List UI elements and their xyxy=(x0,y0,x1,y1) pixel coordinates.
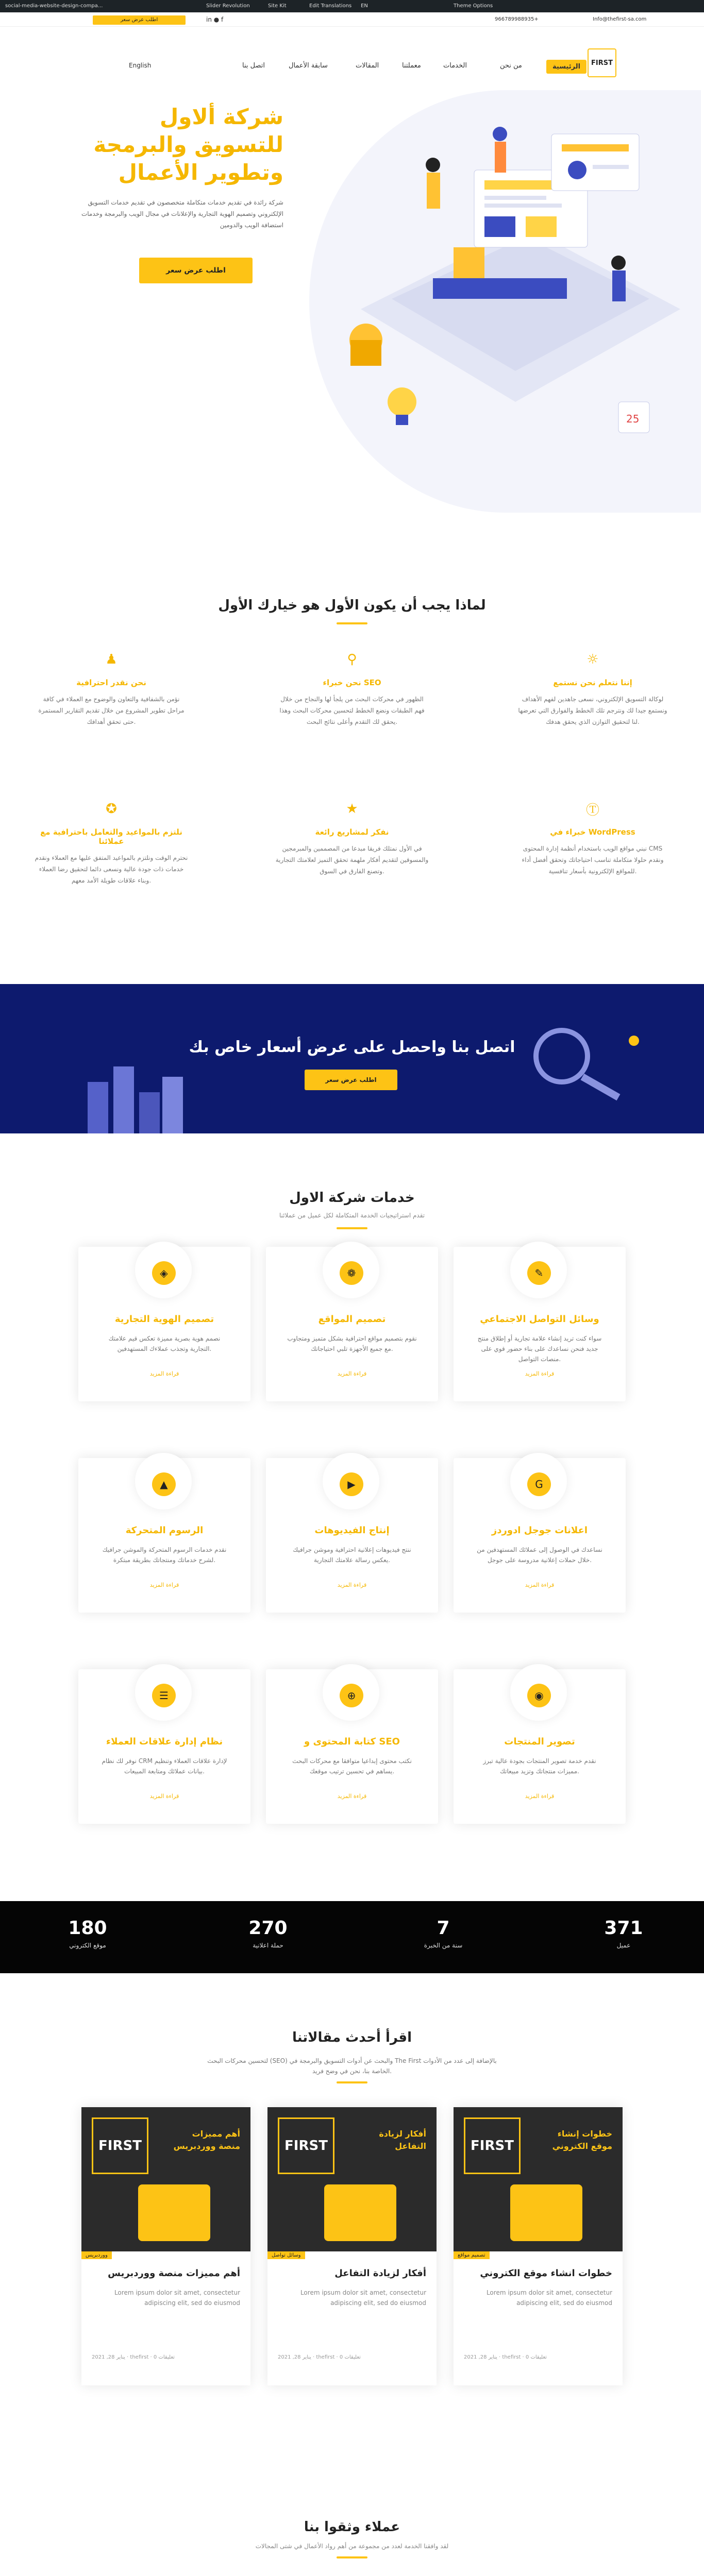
svg-text:25: 25 xyxy=(626,413,640,425)
feature-desc: نحترم الوقت ونلتزم بالمواعيد المتفق عليها مع العملاء ونقدم خدمات ذات جودة عالية ونسعى دائما لتحقيق رضا العملاء وبناء علاقات طويلة الأمد معهم. xyxy=(35,854,188,884)
top-bar xyxy=(0,12,704,27)
hero-title-2: للتسويق والبرمجة xyxy=(93,132,283,157)
service-card-google[interactable] xyxy=(454,1458,626,1613)
feature-desc: نبني مواقع الويب باستخدام أنظمة إدارة المحتوى CMS ونقدم حلولا متكاملة تناسب احتياجاتك وتحقق أفضل أداء للمواقع الإلكترونية بأسعار تنافسية. xyxy=(522,845,664,875)
nav-portfolio[interactable]: سابقة الأعمال xyxy=(289,62,328,70)
blog-post-3[interactable] xyxy=(81,2107,250,2385)
post-excerpt: Lorem ipsum dolor sit amet, consectetur adipiscing elit, sed do eiusmod xyxy=(300,2289,426,2307)
post-meta: 2021 ,28 يناير · thefirst · 0 تعليقات xyxy=(278,2354,361,2360)
service-card-video[interactable] xyxy=(266,1458,438,1613)
topbar-email[interactable]: Info@thefirst-sa.com xyxy=(593,16,647,22)
read-more-link[interactable]: قراءة المزيد xyxy=(525,1582,555,1588)
topbar-phone[interactable]: 966789988935+ xyxy=(495,16,539,22)
stat-label: سنة من الخبرة xyxy=(424,1942,463,1949)
hero-title-3: وتطوير الأعمال xyxy=(118,160,283,185)
feature-deadlines xyxy=(34,799,189,886)
service-card-content[interactable] xyxy=(266,1669,438,1824)
stat-label: عميل xyxy=(616,1942,631,1949)
post-comments[interactable]: 0 تعليقات xyxy=(339,2354,361,2360)
ear-icon: ☼ xyxy=(586,652,599,667)
stat-campaigns xyxy=(216,1918,320,1949)
band-quote-button[interactable]: اطلب عرض سعر xyxy=(305,1070,397,1090)
search-plus-icon: ⊕ xyxy=(340,1684,363,1707)
read-more-link[interactable]: قراءة المزيد xyxy=(149,1793,179,1800)
admin-site-kit[interactable]: Site Kit xyxy=(268,3,287,9)
read-more-link[interactable]: قراءة المزيد xyxy=(149,1370,179,1377)
read-more-link[interactable]: قراءة المزيد xyxy=(337,1793,367,1800)
admin-lang[interactable]: EN xyxy=(361,3,368,9)
nav-work[interactable]: معملتنا xyxy=(402,62,421,70)
post-title[interactable]: أفكار لزيادة التفاعل xyxy=(334,2268,426,2279)
service-desc: نوفر لك نظام CRM لإدارة علاقات العملاء وتنظيم بيانات عملائك ومتابعة المبيعات. xyxy=(102,1757,227,1775)
hero-illustration xyxy=(330,93,691,495)
camera-icon: ◉ xyxy=(527,1684,551,1707)
feature-listen xyxy=(515,649,670,727)
service-title: الرسوم المتحركة xyxy=(125,1525,204,1536)
admin-theme-options[interactable]: Theme Options xyxy=(454,3,493,9)
stat-number: 7 xyxy=(437,1918,450,1939)
service-desc: نكتب محتوى إبداعيا متوافقا مع محركات البحث يساهم في تحسين ترتيب موقعك. xyxy=(292,1757,412,1775)
post-title[interactable]: خطوات انشاء موقع الكتروني xyxy=(480,2268,612,2279)
thumbs-up-icon: ✎ xyxy=(527,1261,551,1285)
group-icon: ♟ xyxy=(105,652,118,667)
post-comments[interactable]: 0 تعليقات xyxy=(153,2354,175,2360)
band-title: اتصل بنا واحصل على عرض أسعار خاص بك xyxy=(189,1038,515,1056)
feature-professional xyxy=(34,649,189,727)
post-image[interactable]: FIRST أفكار لزيادة التفاعل xyxy=(267,2107,437,2251)
post-date: 2021 ,28 يناير xyxy=(278,2354,311,2360)
service-card-animation[interactable] xyxy=(78,1458,250,1613)
nav-contact[interactable]: اتصل بنا xyxy=(242,62,265,70)
feature-title: نحن خبراء SEO xyxy=(323,678,381,687)
post-image-text: أفكار لزيادة التفاعل xyxy=(379,2129,426,2151)
post-tag[interactable]: تصميم مواقع xyxy=(454,2251,490,2259)
service-card-crm[interactable] xyxy=(78,1669,250,1824)
services-subtitle: تقدم استراتيجيات الخدمة المتكاملة لكل عميل من عملائنا xyxy=(279,1212,425,1219)
blog-subtitle: لتحسين محركات البحث (SEO) والبحث عن أدوات التسويق والبرمجة في The First بالإضافة إلى عدد من الأدوات الخاصة بنا، نحن في وضح فريد. xyxy=(207,2057,497,2075)
post-image-text: خطوات إنشاء موقع الكتروني xyxy=(552,2129,612,2151)
post-image-text: أهم مميزات منصة ووردبريس xyxy=(173,2129,240,2151)
service-desc: سواء كنت تريد إنشاء علامة تجارية أو إطلاق منتج جديد فنحن نساعدك على بناء حضور قوي على منصات التواصل. xyxy=(477,1335,602,1363)
feature-title: نحن نقدر احترافية xyxy=(76,678,146,687)
service-card-photo[interactable] xyxy=(454,1669,626,1824)
feature-desc: الظهور في محركات البحث من يلجأ لها والنجاح من خلال فهم الطبقات ونضع الخطط لتحسين محركات البحث وهذا يحقق لك التقدم وأعلى نتائج البحث. xyxy=(279,696,425,725)
nav-articles[interactable]: المقالات xyxy=(356,62,379,70)
blog-post-1[interactable] xyxy=(454,2107,623,2385)
services-title: خدمات شركة الاول xyxy=(289,1190,415,1206)
search-icon: ⚲ xyxy=(347,652,357,667)
read-more-link[interactable]: قراءة المزيد xyxy=(525,1370,555,1377)
feature-desc: في الأول نمتلك فريقا مبدعا من المصممين والمبرمجين والمسوقين لتقديم أفكار ملهمة تحقق التميز لعلامتك التجارية وتصنع الفارق في السوق. xyxy=(275,845,429,875)
clients-underline xyxy=(337,2556,367,2558)
post-author[interactable]: thefirst xyxy=(130,2354,149,2360)
service-desc: ننتج فيديوهات إعلانية احترافية وموشن جرافيك يعكس رسالة علامتك التجارية. xyxy=(293,1546,411,1564)
list-icon: ☰ xyxy=(152,1684,176,1707)
service-title: تصوير المنتجات xyxy=(504,1736,575,1747)
blog-underline xyxy=(337,2081,367,2083)
post-date: 2021 ,28 يناير xyxy=(464,2354,497,2360)
service-desc: نصمم هوية بصرية مميزة تعكس قيم علامتك التجارية وتجذب عملاءك المستهدفين. xyxy=(108,1335,221,1352)
post-excerpt: Lorem ipsum dolor sit amet, consectetur adipiscing elit, sed do eiusmod xyxy=(486,2289,612,2307)
lang-switch[interactable]: English xyxy=(129,62,152,69)
post-date: 2021 ,28 يناير xyxy=(92,2354,125,2360)
post-tag[interactable]: ووردبريس xyxy=(81,2251,112,2259)
service-desc: نقدم خدمة تصوير المنتجات بجودة عالية تبرز مميزات منتجاتك وتزيد مبيعاتك. xyxy=(483,1757,596,1775)
feature-desc: نؤمن بالشفافية والتعاون والوضوح مع العملاء في كافة مراحل تطوير المشروع من خلال تقديم التقارير المستمرة حتى تحقق أهدافك. xyxy=(38,696,185,725)
admin-slider-revolution[interactable]: Slider Revolution xyxy=(206,3,250,9)
stat-number: 371 xyxy=(604,1918,643,1939)
service-title: نظام إدارة علاقات العملاء xyxy=(106,1736,223,1747)
why-title: لماذا يجب أن يكون الأول هو خيارك الأول xyxy=(218,598,486,613)
post-author[interactable]: thefirst xyxy=(316,2354,335,2360)
service-desc: نقوم بتصميم مواقع احترافية بشكل متميز ومتجاوب مع جميع الأجهزة تلبي احتياجاتك. xyxy=(287,1335,417,1352)
admin-url[interactable]: social-media-website-design-compa... xyxy=(5,3,103,9)
service-card-social[interactable] xyxy=(454,1247,626,1401)
video-icon: ▶ xyxy=(340,1472,363,1496)
stat-number: 270 xyxy=(248,1918,288,1939)
bulb-icon: ★ xyxy=(346,801,358,817)
services-underline xyxy=(337,1227,367,1229)
logo[interactable]: FIRST xyxy=(588,48,616,77)
stat-clients xyxy=(572,1918,675,1949)
service-title: تصميم الهوية التجارية xyxy=(114,1314,214,1325)
blog-post-2[interactable] xyxy=(267,2107,437,2385)
stat-label: موقع الكتروني xyxy=(69,1942,106,1949)
feature-title: إننا نتعلم نحن نستمع xyxy=(553,678,632,687)
feature-title: نفكر لمشاريع رائعة xyxy=(315,827,389,837)
brush-icon: ▲ xyxy=(152,1472,176,1496)
social-icons[interactable]: in ● f xyxy=(206,16,224,23)
why-underline xyxy=(337,622,367,624)
hero-desc: شركة رائدة في تقديم خدمات متكاملة متخصصون في تقديم خدمات التسويق الإلكتروني وتصميم الهوية التجارية والإعلانات في مجال الويب والبرمجة وخدمات استضافة الويب والدومين xyxy=(81,199,283,229)
hero-quote-button[interactable]: اطلب عرض سعر xyxy=(139,258,253,283)
post-meta: 2021 ,28 يناير · thefirst · 0 تعليقات xyxy=(464,2354,547,2360)
fingerprint-icon: ◈ xyxy=(152,1261,176,1285)
post-comments[interactable]: 0 تعليقات xyxy=(525,2354,547,2360)
post-meta: 2021 ,28 يناير · thefirst · 0 تعليقات xyxy=(92,2354,175,2360)
service-card-web[interactable] xyxy=(266,1247,438,1401)
clients-subtitle: لقد وافقنا الخدمة لعدد من مجموعة من أهم رواد الأعمال في شتى المجالات xyxy=(255,2543,449,2550)
post-image[interactable]: FIRST أهم مميزات منصة ووردبريس xyxy=(81,2107,250,2251)
feature-seo xyxy=(275,649,429,727)
admin-bar xyxy=(0,0,704,12)
buildings-illustration xyxy=(77,1051,191,1133)
blog-title: اقرأ أحدث مقالاتنا xyxy=(292,2030,412,2045)
read-more-link[interactable]: قراءة المزيد xyxy=(525,1793,555,1800)
stat-websites xyxy=(36,1918,139,1949)
read-more-link[interactable]: قراءة المزيد xyxy=(149,1582,179,1588)
hero-text xyxy=(77,103,283,231)
feature-wordpress xyxy=(515,799,670,877)
wordpress-icon: Ⓣ xyxy=(585,802,599,818)
post-excerpt: Lorem ipsum dolor sit amet, consectetur adipiscing elit, sed do eiusmod xyxy=(114,2289,240,2307)
google-icon: G xyxy=(527,1472,551,1496)
nav-home[interactable]: الرئيسية xyxy=(546,60,586,74)
cta-band xyxy=(0,984,704,1133)
service-title: كتابة المحتوى و SEO xyxy=(304,1736,400,1747)
nav-about[interactable]: من نحن xyxy=(500,62,522,70)
service-desc: نقدم خدمات الرسوم المتحركة والموشن جرافيك لشرح خدماتك ومنتجاتك بطريقة مبتكرة. xyxy=(102,1546,227,1564)
medal-icon: ✪ xyxy=(106,801,117,817)
topbar-quote-button[interactable]: اطلب عرض سعر xyxy=(93,15,186,25)
feature-title: نلتزم بالمواعيد والتعامل باحترافية مع عملائنا xyxy=(40,827,182,846)
hero-title-1: شركة ألاول xyxy=(159,104,283,129)
stat-number: 180 xyxy=(68,1918,107,1939)
nav-services[interactable]: الخدمات xyxy=(443,62,467,70)
post-image[interactable]: FIRST خطوات إنشاء موقع الكتروني xyxy=(454,2107,623,2251)
palette-icon: ❁ xyxy=(340,1261,363,1285)
read-more-link[interactable]: قراءة المزيد xyxy=(337,1582,367,1588)
stat-label: حملة اعلانية xyxy=(253,1942,283,1949)
service-title: اعلانات جوجل ادوردز xyxy=(491,1525,588,1536)
service-title: وسائل التواصل الاجتماعي xyxy=(480,1314,599,1325)
feature-desc: لوكالة التسويق الإلكتروني، نسعى جاهدين لفهم الأهداف ونستمع جيدا لك ونترجم تلك الخطط والفوارق التي تعرضها لنا لتحقيق التوازن الذي يحقق هدفك. xyxy=(518,696,667,725)
post-author[interactable]: thefirst xyxy=(502,2354,521,2360)
feature-ideas xyxy=(275,799,429,877)
admin-edit-translations[interactable]: Edit Translations xyxy=(309,3,352,9)
stat-years xyxy=(392,1918,495,1949)
clients-title: عملاء وثقوا بنا xyxy=(304,2519,400,2535)
service-card-identity[interactable] xyxy=(78,1247,250,1401)
post-title[interactable]: أهم مميزات منصة ووردبريس xyxy=(108,2268,240,2279)
feature-title: خبراء في WordPress xyxy=(550,827,635,837)
service-title: إنتاج الفيديوهات xyxy=(314,1525,390,1536)
service-desc: نساعدك في الوصول إلى عملائك المستهدفين من خلال حملات إعلانية مدروسة على جوجل. xyxy=(477,1546,602,1564)
service-title: تصميم المواقع xyxy=(318,1314,386,1325)
read-more-link[interactable]: قراءة المزيد xyxy=(337,1370,367,1377)
post-tag[interactable]: وسائل تواصل xyxy=(267,2251,305,2259)
magnifier-illustration xyxy=(515,1020,649,1103)
